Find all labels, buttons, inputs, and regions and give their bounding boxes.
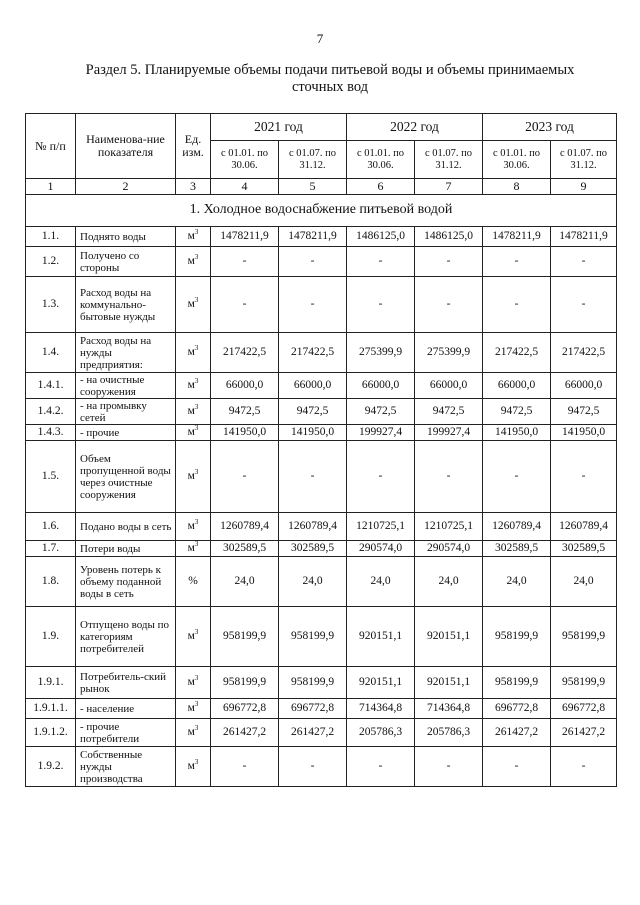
row-value: 9472,5 bbox=[415, 399, 483, 425]
unit-base: м bbox=[187, 520, 195, 533]
row-value: 920151,1 bbox=[415, 607, 483, 667]
unit-base: м bbox=[187, 405, 195, 418]
row-value: - bbox=[483, 441, 551, 513]
unit-superscript: 3 bbox=[194, 540, 199, 549]
row-number: 1.9. bbox=[26, 607, 76, 667]
row-number: 1.9.2. bbox=[26, 747, 76, 787]
unit-superscript: 3 bbox=[194, 628, 199, 637]
row-value: 1478211,9 bbox=[483, 227, 551, 247]
row-value: 141950,0 bbox=[279, 425, 347, 441]
row-value: 261427,2 bbox=[483, 719, 551, 747]
unit-superscript: 3 bbox=[194, 344, 199, 353]
row-value: 958199,9 bbox=[211, 607, 279, 667]
unit-superscript: 3 bbox=[194, 518, 199, 527]
row-value: 66000,0 bbox=[347, 373, 415, 399]
row-value: - bbox=[279, 247, 347, 277]
row-value: 24,0 bbox=[279, 557, 347, 607]
unit-base: м bbox=[187, 702, 195, 715]
table-row bbox=[26, 277, 617, 333]
unit-superscript: 3 bbox=[194, 253, 199, 262]
row-number: 1.4.2. bbox=[26, 399, 76, 425]
row-value: 302589,5 bbox=[211, 541, 279, 557]
row-indicator-name: Поднято воды bbox=[76, 227, 176, 247]
row-value: 290574,0 bbox=[415, 541, 483, 557]
row-value: 9472,5 bbox=[211, 399, 279, 425]
column-number: 2 bbox=[76, 179, 176, 195]
row-value: 261427,2 bbox=[279, 719, 347, 747]
header-year: 2023 год bbox=[483, 114, 617, 141]
row-value: 66000,0 bbox=[279, 373, 347, 399]
row-number: 1.9.1.2. bbox=[26, 719, 76, 747]
header-period: с 01.01. по 30.06. bbox=[211, 141, 279, 179]
unit-superscript: 3 bbox=[194, 674, 199, 683]
row-unit bbox=[176, 513, 211, 541]
row-value: 261427,2 bbox=[551, 719, 617, 747]
unit-superscript: 3 bbox=[194, 228, 199, 237]
section-title: Раздел 5. Планируемые объемы подачи питьевой воды и объемы принимаемых сточных вод bbox=[85, 62, 575, 95]
row-value: - bbox=[415, 247, 483, 277]
row-value: 920151,1 bbox=[347, 667, 415, 699]
row-value: - bbox=[347, 277, 415, 333]
row-indicator-name: Объем пропущенной воды через очистные сооружения bbox=[76, 441, 176, 513]
row-unit bbox=[176, 719, 211, 747]
column-number: 7 bbox=[415, 179, 483, 195]
row-value: 275399,9 bbox=[415, 333, 483, 373]
column-number: 1 bbox=[26, 179, 76, 195]
row-value: 24,0 bbox=[415, 557, 483, 607]
row-value: 66000,0 bbox=[551, 373, 617, 399]
row-value: - bbox=[347, 247, 415, 277]
header-period: с 01.07. по 31.12. bbox=[279, 141, 347, 179]
table-row bbox=[26, 227, 617, 247]
row-unit bbox=[176, 541, 211, 557]
header-year: 2022 год bbox=[347, 114, 483, 141]
table-row bbox=[26, 513, 617, 541]
table-row bbox=[26, 699, 617, 719]
column-number: 3 bbox=[176, 179, 211, 195]
row-number: 1.1. bbox=[26, 227, 76, 247]
section-heading: 1. Холодное водоснабжение питьевой водой bbox=[26, 195, 617, 227]
row-value: 1486125,0 bbox=[347, 227, 415, 247]
row-value: 1260789,4 bbox=[279, 513, 347, 541]
row-value: 958199,9 bbox=[279, 667, 347, 699]
table-body bbox=[26, 227, 617, 787]
row-value: 261427,2 bbox=[211, 719, 279, 747]
row-value: 24,0 bbox=[347, 557, 415, 607]
row-value: 958199,9 bbox=[483, 667, 551, 699]
row-value: 696772,8 bbox=[279, 699, 347, 719]
row-number: 1.6. bbox=[26, 513, 76, 541]
row-value: 958199,9 bbox=[551, 667, 617, 699]
row-value: - bbox=[211, 747, 279, 787]
table-row bbox=[26, 747, 617, 787]
row-unit bbox=[176, 277, 211, 333]
unit-superscript: 3 bbox=[194, 296, 199, 305]
data-table bbox=[25, 113, 617, 787]
column-number: 6 bbox=[347, 179, 415, 195]
table-row bbox=[26, 247, 617, 277]
column-number-row bbox=[26, 179, 617, 195]
row-unit bbox=[176, 373, 211, 399]
row-indicator-name: - прочие bbox=[76, 425, 176, 441]
row-value: - bbox=[415, 441, 483, 513]
row-number: 1.5. bbox=[26, 441, 76, 513]
row-value: 217422,5 bbox=[483, 333, 551, 373]
row-value: - bbox=[347, 747, 415, 787]
row-value: - bbox=[279, 441, 347, 513]
header-period: с 01.07. по 31.12. bbox=[551, 141, 617, 179]
unit-superscript: 3 bbox=[194, 424, 199, 433]
row-value: 1210725,1 bbox=[347, 513, 415, 541]
unit-base: м bbox=[187, 676, 195, 689]
row-value: - bbox=[347, 441, 415, 513]
table-row bbox=[26, 399, 617, 425]
row-value: - bbox=[211, 441, 279, 513]
row-number: 1.2. bbox=[26, 247, 76, 277]
unit-superscript: 3 bbox=[194, 724, 199, 733]
header-row-years bbox=[26, 114, 617, 141]
unit-base: м bbox=[187, 726, 195, 739]
row-value: 217422,5 bbox=[211, 333, 279, 373]
row-value: 217422,5 bbox=[551, 333, 617, 373]
row-value: 302589,5 bbox=[483, 541, 551, 557]
row-value: - bbox=[483, 277, 551, 333]
row-value: 1486125,0 bbox=[415, 227, 483, 247]
row-number: 1.7. bbox=[26, 541, 76, 557]
table-row bbox=[26, 333, 617, 373]
row-value: 1260789,4 bbox=[483, 513, 551, 541]
row-value: - bbox=[415, 747, 483, 787]
row-value: 958199,9 bbox=[279, 607, 347, 667]
row-value: 66000,0 bbox=[211, 373, 279, 399]
row-value: 24,0 bbox=[551, 557, 617, 607]
row-value: 9472,5 bbox=[483, 399, 551, 425]
row-number: 1.4.3. bbox=[26, 425, 76, 441]
row-indicator-name: Расход воды на коммунально-бытовые нужды bbox=[76, 277, 176, 333]
row-value: - bbox=[483, 747, 551, 787]
row-indicator-name: Потребитель-ский рынок bbox=[76, 667, 176, 699]
row-value: 199927,4 bbox=[415, 425, 483, 441]
row-value: 275399,9 bbox=[347, 333, 415, 373]
unit-base: м bbox=[187, 542, 195, 555]
row-unit bbox=[176, 667, 211, 699]
table-row bbox=[26, 541, 617, 557]
row-value: - bbox=[551, 747, 617, 787]
row-indicator-name: - на очистные сооружения bbox=[76, 373, 176, 399]
row-unit bbox=[176, 699, 211, 719]
row-indicator-name: Потери воды bbox=[76, 541, 176, 557]
row-number: 1.3. bbox=[26, 277, 76, 333]
table-row bbox=[26, 373, 617, 399]
row-value: - bbox=[279, 747, 347, 787]
row-value: 920151,1 bbox=[415, 667, 483, 699]
row-value: 958199,9 bbox=[551, 607, 617, 667]
row-number: 1.8. bbox=[26, 557, 76, 607]
row-unit bbox=[176, 747, 211, 787]
unit-base: м bbox=[187, 470, 195, 483]
header-name: Наименова-ние показателя bbox=[76, 114, 176, 179]
row-unit bbox=[176, 441, 211, 513]
table-row bbox=[26, 719, 617, 747]
row-number: 1.9.1.1. bbox=[26, 699, 76, 719]
row-value: 205786,3 bbox=[347, 719, 415, 747]
row-value: 958199,9 bbox=[483, 607, 551, 667]
row-value: 302589,5 bbox=[551, 541, 617, 557]
row-value: 9472,5 bbox=[551, 399, 617, 425]
row-indicator-name: - на промывку сетей bbox=[76, 399, 176, 425]
unit-superscript: 3 bbox=[194, 468, 199, 477]
row-unit bbox=[176, 227, 211, 247]
row-value: - bbox=[279, 277, 347, 333]
row-unit bbox=[176, 333, 211, 373]
row-value: 1260789,4 bbox=[211, 513, 279, 541]
row-value: 141950,0 bbox=[483, 425, 551, 441]
row-value: 66000,0 bbox=[483, 373, 551, 399]
table-row bbox=[26, 441, 617, 513]
row-value: 714364,8 bbox=[415, 699, 483, 719]
header-period: с 01.07. по 31.12. bbox=[415, 141, 483, 179]
row-value: - bbox=[551, 277, 617, 333]
row-value: 9472,5 bbox=[347, 399, 415, 425]
column-number: 5 bbox=[279, 179, 347, 195]
row-value: 24,0 bbox=[483, 557, 551, 607]
unit-base: м bbox=[187, 255, 195, 268]
row-value: 141950,0 bbox=[551, 425, 617, 441]
table-row bbox=[26, 607, 617, 667]
row-value: 290574,0 bbox=[347, 541, 415, 557]
row-value: 66000,0 bbox=[415, 373, 483, 399]
row-value: 199927,4 bbox=[347, 425, 415, 441]
table-row bbox=[26, 557, 617, 607]
row-value: 696772,8 bbox=[211, 699, 279, 719]
row-indicator-name: - население bbox=[76, 699, 176, 719]
row-value: 9472,5 bbox=[279, 399, 347, 425]
row-value: 1478211,9 bbox=[551, 227, 617, 247]
row-value: 1210725,1 bbox=[415, 513, 483, 541]
row-value: 958199,9 bbox=[211, 667, 279, 699]
unit-base: м bbox=[187, 298, 195, 311]
row-unit bbox=[176, 399, 211, 425]
row-number: 1.4.1. bbox=[26, 373, 76, 399]
row-value: 1478211,9 bbox=[211, 227, 279, 247]
row-value: 141950,0 bbox=[211, 425, 279, 441]
row-unit bbox=[176, 607, 211, 667]
column-number: 8 bbox=[483, 179, 551, 195]
header-unit: Ед. изм. bbox=[176, 114, 211, 179]
unit-base: % bbox=[188, 575, 198, 588]
row-value: 714364,8 bbox=[347, 699, 415, 719]
unit-superscript: 3 bbox=[194, 403, 199, 412]
row-value: 696772,8 bbox=[483, 699, 551, 719]
header-period: с 01.01. по 30.06. bbox=[483, 141, 551, 179]
unit-base: м bbox=[187, 379, 195, 392]
row-value: 24,0 bbox=[211, 557, 279, 607]
column-number: 4 bbox=[211, 179, 279, 195]
header-year: 2021 год bbox=[211, 114, 347, 141]
unit-base: м bbox=[187, 760, 195, 773]
row-indicator-name: Уровень потерь к объему поданной воды в сеть bbox=[76, 557, 176, 607]
row-unit bbox=[176, 247, 211, 277]
unit-base: м bbox=[187, 230, 195, 243]
column-number: 9 bbox=[551, 179, 617, 195]
page-number: 7 bbox=[316, 31, 324, 46]
row-indicator-name: Получено со стороны bbox=[76, 247, 176, 277]
row-value: 696772,8 bbox=[551, 699, 617, 719]
row-indicator-name: Подано воды в сеть bbox=[76, 513, 176, 541]
unit-superscript: 3 bbox=[194, 377, 199, 386]
row-indicator-name: Отпущено воды по категориям потребителей bbox=[76, 607, 176, 667]
row-value: - bbox=[415, 277, 483, 333]
header-num: № п/п bbox=[26, 114, 76, 179]
row-value: 1260789,4 bbox=[551, 513, 617, 541]
row-value: - bbox=[211, 277, 279, 333]
row-value: - bbox=[483, 247, 551, 277]
row-value: - bbox=[551, 441, 617, 513]
row-unit bbox=[176, 557, 211, 607]
unit-superscript: 3 bbox=[194, 700, 199, 709]
row-value: 302589,5 bbox=[279, 541, 347, 557]
table-row bbox=[26, 425, 617, 441]
row-value: - bbox=[551, 247, 617, 277]
unit-base: м bbox=[187, 346, 195, 359]
row-value: 205786,3 bbox=[415, 719, 483, 747]
row-value: - bbox=[211, 247, 279, 277]
table-row bbox=[26, 667, 617, 699]
row-value: 217422,5 bbox=[279, 333, 347, 373]
row-indicator-name: - прочие потребители bbox=[76, 719, 176, 747]
unit-superscript: 3 bbox=[194, 758, 199, 767]
unit-base: м bbox=[187, 630, 195, 643]
row-indicator-name: Расход воды на нужды предприятия: bbox=[76, 333, 176, 373]
unit-base: м bbox=[187, 426, 195, 439]
row-number: 1.9.1. bbox=[26, 667, 76, 699]
row-number: 1.4. bbox=[26, 333, 76, 373]
section-header-row bbox=[26, 195, 617, 227]
header-period: с 01.01. по 30.06. bbox=[347, 141, 415, 179]
row-value: 920151,1 bbox=[347, 607, 415, 667]
row-indicator-name: Собственные нужды производства bbox=[76, 747, 176, 787]
row-value: 1478211,9 bbox=[279, 227, 347, 247]
row-unit bbox=[176, 425, 211, 441]
